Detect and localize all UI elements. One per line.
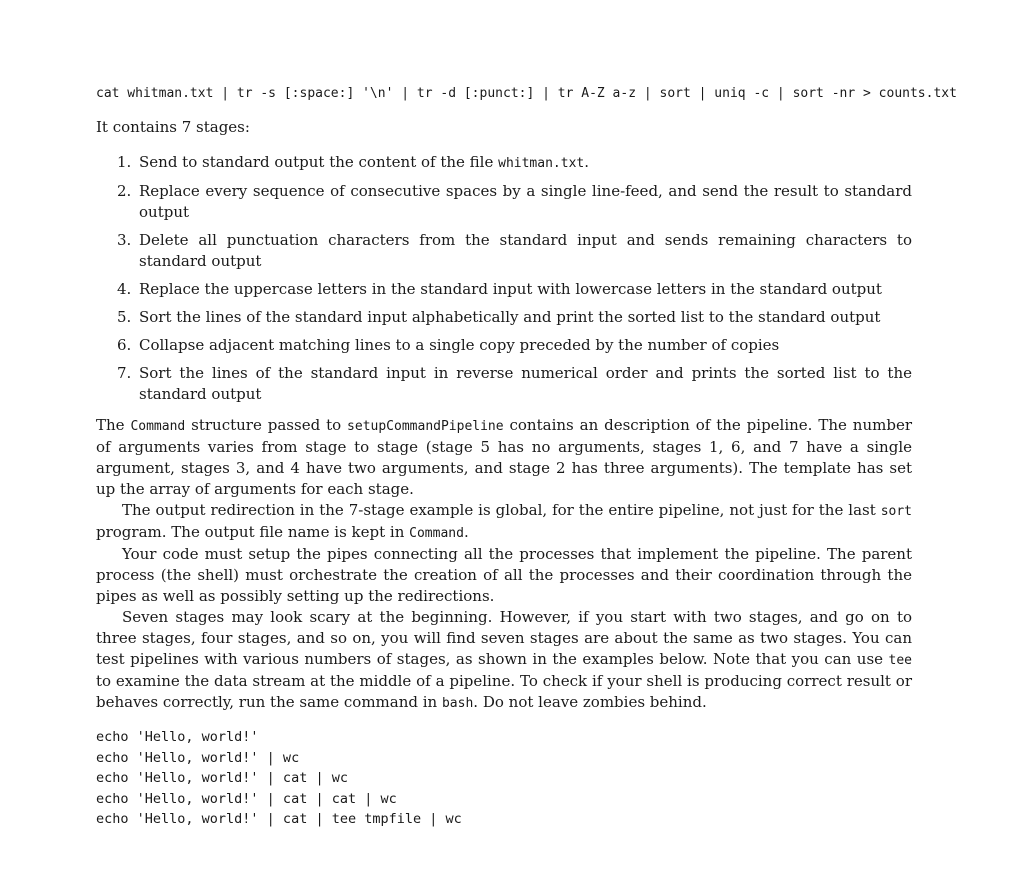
code-setup-pipeline: setupCommandPipeline xyxy=(347,419,504,434)
example-line: echo 'Hello, world!' | cat | tee tmpfile | wc xyxy=(96,811,462,827)
stage-item xyxy=(96,181,912,223)
stage-number: 3. xyxy=(117,231,132,249)
stage-text: Send to standard output the content of the file xyxy=(139,153,499,171)
stage-number: 1. xyxy=(117,153,132,171)
paragraph-seven-stages: Seven stages may look scary at the beginning. However, if you start with two stages, and go on to three stages, four stages, and so on, you will find seven stages are about the same as two stages. You can test pipelines with various numbers of stages, as shown in the examples below. Note that you can use tee to examine the data stream at the middle of a pipeline. To check if your shell is producing correct result or behaves correctly, run the same command in bash. Do not leave zombies behind. xyxy=(96,608,912,711)
stage-number: 7. xyxy=(117,364,132,382)
stage-number: 5. xyxy=(117,308,132,326)
example-line: echo 'Hello, world!' | cat | cat | wc xyxy=(96,790,397,807)
filename-code: whitman.txt xyxy=(498,156,585,171)
code-command: Command xyxy=(130,419,186,434)
paragraph-setup-pipes: Your code must setup the pipes connecting all the processes that implement the pipeline. The parent process (the shell) must orchestrate the creation of all the processes and their coordination through the pipes as well as possibly setting up the redirections. xyxy=(96,545,912,605)
stage-item xyxy=(96,307,912,328)
stage-list xyxy=(96,152,912,412)
stage-item xyxy=(96,279,912,300)
stage-text: Replace the uppercase letters in the standard input with lowercase letters in the standard output xyxy=(139,280,882,298)
example-line: echo 'Hello, world!' xyxy=(96,729,259,745)
stage-number: 4. xyxy=(117,280,132,298)
stage-item xyxy=(96,363,912,405)
body-paragraphs xyxy=(96,415,912,714)
example-line: echo 'Hello, world!' | wc xyxy=(96,749,300,766)
code-bash: bash xyxy=(441,696,474,711)
code-sort: sort xyxy=(880,504,912,519)
stage-item xyxy=(96,230,912,272)
example-commands xyxy=(96,727,462,830)
stage-number: 6. xyxy=(117,336,132,354)
example-line: echo 'Hello, world!' | cat | wc xyxy=(96,770,348,786)
stage-text: Sort the lines of the standard input alphabetically and print the sorted list to the standard output xyxy=(139,308,881,326)
stage-text: Replace every sequence of consecutive spaces by a single line-feed, and send the result to standard output xyxy=(139,182,912,221)
stage-item xyxy=(96,152,912,174)
stage-text: Delete all punctuation characters from the standard input and sends remaining characters to standard output xyxy=(139,231,912,270)
intro-text: It contains 7 stages: xyxy=(96,118,250,136)
code-tee: tee xyxy=(888,653,912,668)
stage-text-end: . xyxy=(584,153,589,171)
stage-text: Collapse adjacent matching lines to a single copy preceded by the number of copies xyxy=(139,336,780,354)
stage-item xyxy=(96,335,912,356)
stage-number: 2. xyxy=(117,182,132,200)
code-command: Command xyxy=(409,526,464,541)
paragraph-command-structure: The Command structure passed to setupCommandPipeline contains an description of the pipeline. The number of arguments varies from stage to stage (stage 5 has no arguments, stages 1, 6, and 7 have a single argument, stages 3, and 4 have two arguments, and stage 2 has three arguments). The template has set up the array of arguments for each stage. xyxy=(96,416,912,498)
stage-text: Sort the lines of the standard input in reverse numerical order and prints the sorted list to the standard output xyxy=(139,364,912,403)
pipeline-command: cat whitman.txt | tr -s [:space:] '\n' | tr -d [:punct:] | tr A-Z a-z | sort | uniq -c | sort -nr > counts.txt xyxy=(96,86,957,101)
paragraph-output-redirection: The output redirection in the 7-stage example is global, for the entire pipeline, not just for the last sort program. The output file name is kept in Command. xyxy=(96,501,912,541)
